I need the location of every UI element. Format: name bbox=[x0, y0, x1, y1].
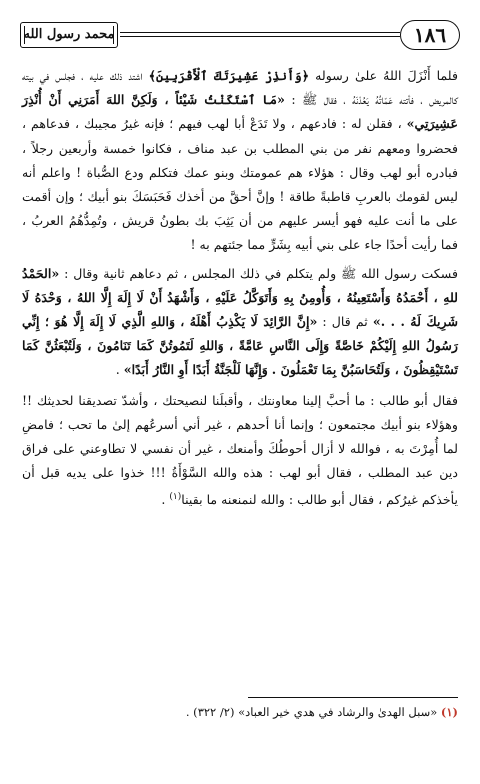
text-span: . bbox=[115, 362, 124, 378]
footnote bbox=[22, 702, 458, 722]
text-span: وقال : bbox=[59, 265, 99, 281]
footnote-ref: (١) bbox=[169, 492, 182, 503]
text-span: ، فقلن له : فادعهم ، ولا تَدَعْ bbox=[249, 116, 407, 132]
text-span: فسكت رسول الله ﷺ ولم يتكلم في ذلك المجلس ، ثم دعاهم ثانية bbox=[103, 265, 458, 281]
text-span: فلما أَنْزَلَ اللهُ علىٰ رسوله bbox=[309, 68, 458, 83]
text-span: والله لنمنعنه ما بقينا bbox=[181, 492, 285, 508]
text-span: ما أنت عليه فهو أيسر عليهم من أن يَثِبَ بك بطونُ قريش ، وتُمِدُّهُمُ العربُ ، bbox=[22, 213, 431, 229]
paragraph bbox=[22, 389, 458, 513]
footnote-text: «سبل الهدىٰ والرشاد في هدي خير العباد» (٢/ ٣٢٢) . bbox=[185, 705, 438, 719]
text-span: فما رأيت أحدًا جاء على بني أبيه بِشَرٍّ مما جئتهم به ! bbox=[190, 237, 458, 253]
text-span: فجلس في بيته كالمريض ، فأتته عَمّاتُهُ يَعُدْنَهُ ، فقال ﷺ : bbox=[22, 68, 459, 108]
paragraph bbox=[22, 64, 458, 258]
text-span: وَاللهِ لَتَمُوتُنَّ كَمَا تَنَامُونَ ، وَلَتُبْعَثُنَّ كَمَا تَسْتَيْقِظُونَ ، وَلَتُحَاسَبُنَّ بِمَا تَعْمَلُونَ . bbox=[22, 338, 458, 378]
text-span: غير أن نفسي لا تطاوعني على فراق دين عبد المطلب ، فقال أبو لهب : هذه bbox=[22, 441, 458, 481]
text-span: ثم قال : bbox=[317, 314, 373, 330]
text-span: ﴿وَأَنذِرْ عَشِيرَتَكَ ٱلْأَقْرَبِينَ﴾ bbox=[148, 68, 310, 83]
paragraph bbox=[22, 262, 458, 383]
text-span: «مَا ٱسْتَكَنْتُ bbox=[203, 92, 285, 108]
text-span: والله السَّوْأَةُ !!! خذوا على يديه قبل أن يأخذكم غيرُكم ، فقال أبو طالب : bbox=[22, 465, 458, 508]
text-span: «الحَمْدُ للهِ ، أَحْمَدُهُ وَأَسْتَعِينُهُ ، وَأُومِنُ بِهِ وَأَتَوَكَّلُ عَلَيْهِ ، وَأَشْهَدُ bbox=[22, 265, 458, 305]
book-title-box: محمد رسول الله bbox=[20, 22, 118, 48]
text-span: وَاللهِ الَّذِي لَا إِلَهَ إِلَّا هُوَ ؛ إِنِّي رَسُولُ اللهِ إِلَيْكُمْ خَاصَّةً وَإِلَى النَّاسِ عَامَّةً ، bbox=[22, 314, 458, 354]
text-span: أبا لهب فيهم ؛ فإنه غيرُ مجيبك ، فدعاهم ، فحضروا ومعهم نفر من بني bbox=[22, 116, 458, 156]
text-span: المطلب بن عبد مناف ، فكانوا خمسة وأربعين رجلاً ، فبادره أبو لهب وقال : bbox=[22, 140, 458, 180]
text-span: وَإِنَّهَا لَلْجَنَّةُ أَبَدًا أَوِ النَّارُ أَبَدًا» bbox=[123, 362, 268, 378]
text-span: لحديثك !! وهؤلاء بنو أبيك مجتمعون ؛ وإنما أنا أحدهم ، غير أني أسرعُهم bbox=[22, 392, 458, 432]
text-span: أَنْ لَا إِلَهَ إِلَّا اللهُ ، وَحْدَهُ لَا شَرِيكَ لَهُ . . .» bbox=[22, 289, 458, 330]
page-body bbox=[22, 64, 458, 513]
header-rule bbox=[120, 32, 400, 33]
header-rule bbox=[120, 36, 400, 37]
page-header bbox=[20, 18, 460, 58]
text-span: إلىٰ ما تحب ؛ فامضِ لما أُمِرْتَ به ، فوالله لا أزال أحوطُكَ وأمنعك ، bbox=[22, 416, 458, 457]
text-span: . bbox=[161, 492, 170, 508]
text-span: هؤلاء هم عمومتك وبنو عمك فتكلم ودع الصُّباة ! واعلم أنه ليس لقومك bbox=[22, 164, 458, 205]
page-number: ١٨٦ bbox=[400, 20, 460, 50]
text-span: بالعربِ قاطبةً طاقة ! وإنَّ أحقَّ من أخذك فَحَبَسَكَ بنو أبيك ؛ وإن أقمت على bbox=[22, 189, 458, 229]
text-span: شَيْئاً ، وَلَكِنَّ اللهَ أَمَرَنِي أَنْ أُنْذِرَ عَشِيرَتِي» bbox=[22, 92, 458, 132]
footnote-number: (١) bbox=[440, 705, 458, 719]
text-span: «إِنَّ الرَّائِدَ لَا يَكْذِبُ أَهْلَهُ ، bbox=[180, 314, 318, 330]
footnote-separator bbox=[248, 697, 458, 698]
text-span: فقال أبو طالب : ما أحبَّ إلينا معاونتك ، وأقبلَنا لنصيحتك ، وأشدّ تصديقنا bbox=[78, 392, 458, 408]
text-span: اشتد ذلك عليه ، bbox=[81, 68, 149, 83]
